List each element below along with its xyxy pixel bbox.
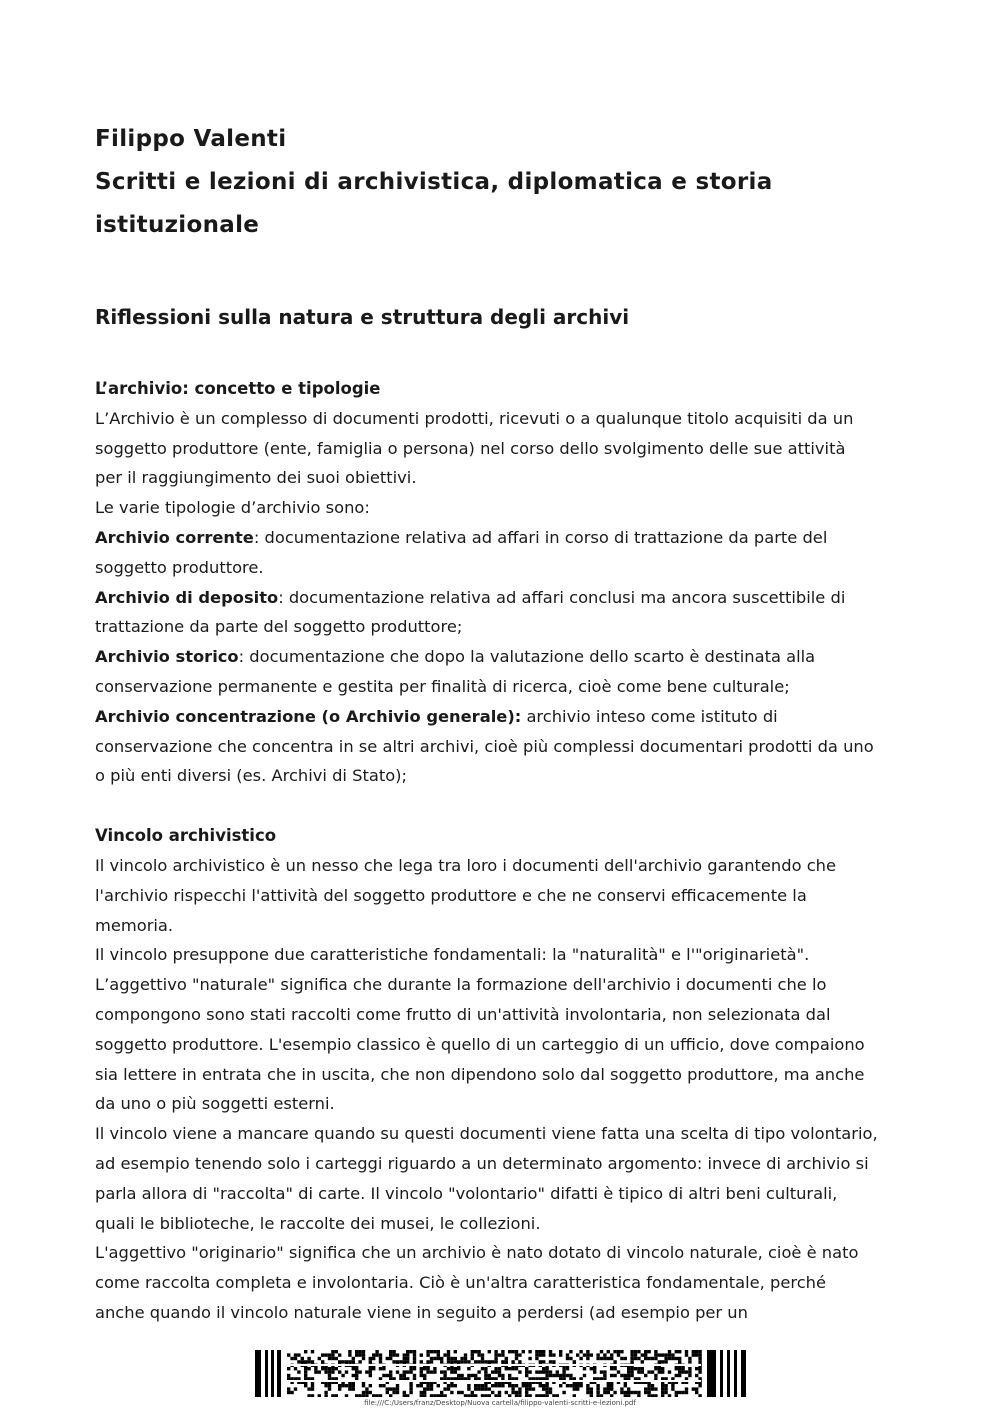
body-line: conservazione permanente e gestita per finalità di ricerca, cioè come bene culturale; (95, 676, 790, 696)
book-title-line-1: Scritti e lezioni di archivistica, diplomatica e storia (95, 169, 773, 195)
type-entry (95, 583, 915, 613)
body-line: l'archivio rispecchi l'attività del soggetto produttore e che ne conservi efficacemente la (95, 885, 807, 905)
type-entry (95, 642, 915, 672)
body-line: trattazione da parte del soggetto produttore; (95, 617, 463, 637)
type-description: : documentazione relativa ad affari conclusi ma ancora suscettibile di (278, 587, 846, 607)
body-line: Il vincolo viene a mancare quando su questi documenti viene fatta una scelta di tipo volontario, (95, 1124, 878, 1144)
body-line: soggetto produttore (ente, famiglia o persona) nel corso dello svolgimento delle sue attività (95, 438, 846, 458)
type-description: : documentazione che dopo la valutazione dello scarto è destinata alla (238, 647, 816, 667)
type-entry (95, 702, 915, 732)
chapter-archivio (95, 374, 915, 791)
type-term: Archivio storico (95, 647, 239, 667)
body-line: Il vincolo archivistico è un nesso che lega tra loro i documenti dell'archivio garantendo che (95, 855, 837, 875)
chapter-heading: Vincolo archivistico (95, 826, 277, 846)
chapter-vincolo (95, 821, 915, 1328)
section-title: Riflessioni sulla natura e struttura degli archivi (95, 305, 630, 329)
file-path-footer: file:///C:/Users/franz/Desktop/Nuova cartella/filippo-valenti-scritti-e-lezioni.pdf (364, 1399, 636, 1407)
body-line: parla allora di "raccolta" di carte. Il vincolo "volontario" difatti è tipico di altri beni culturali, (95, 1183, 838, 1203)
barcode-graphic (255, 1350, 747, 1397)
body-line: quali le biblioteche, le raccolte dei musei, le collezioni. (95, 1213, 541, 1233)
body-line: soggetto produttore. L'esempio classico è quello di un carteggio di un ufficio, dove compaiono (95, 1034, 865, 1054)
body-line: Il vincolo presuppone due caratteristiche fondamentali: la "naturalità" e l'"originarietà". (95, 945, 810, 965)
type-term: Archivio concentrazione (o Archivio generale): (95, 706, 522, 726)
type-entry (95, 523, 915, 553)
body-line: da uno o più soggetti esterni. (95, 1094, 335, 1114)
paragraph-gap (95, 791, 915, 821)
body-line: come raccolta completa e involontaria. Ciò è un'altra caratteristica fondamentale, perché (95, 1273, 826, 1293)
chapter-heading: L’archivio: concetto e tipologie (95, 379, 381, 398)
document-page (95, 118, 915, 1328)
body-line: L'aggettivo "originario" significa che un archivio è nato dotato di vincolo naturale, cioè è nato (95, 1243, 859, 1263)
body-line: L’Archivio è un complesso di documenti prodotti, ricevuti o a qualunque titolo acquisiti da un (95, 408, 854, 428)
body-line: conservazione che concentra in se altri archivi, cioè più complessi documentari prodotti da uno (95, 736, 874, 756)
body-line: anche quando il vincolo naturale viene in seguito a perdersi (ad esempio per un (95, 1302, 748, 1322)
body-line: ad esempio tenendo solo i carteggi riguardo a un determinato argomento: invece di archivio si (95, 1153, 869, 1173)
body-line: Le varie tipologie d’archivio sono: (95, 498, 370, 518)
body-line: soggetto produttore. (95, 557, 264, 577)
body-line: sia lettere in entrata che in uscita, che non dipendono solo dal soggetto produttore, ma anche (95, 1064, 865, 1084)
type-description: : documentazione relativa ad affari in corso di trattazione da parte del (253, 527, 828, 547)
body-line: memoria. (95, 915, 174, 935)
type-term: Archivio corrente (95, 527, 254, 547)
body-line: compongono sono stati raccolti come frutto di un'attività involontaria, non selezionata dal (95, 1004, 831, 1024)
body-line: per il raggiungimento dei suoi obiettivi. (95, 468, 417, 488)
body-line: L’aggettivo "naturale" significa che durante la formazione dell'archivio i documenti che lo (95, 975, 827, 995)
type-description: archivio inteso come istituto di (521, 706, 778, 726)
body-line: o più enti diversi (es. Archivi di Stato); (95, 766, 408, 786)
type-term: Archivio di deposito (95, 587, 279, 607)
author-name: Filippo Valenti (95, 126, 287, 152)
book-title-line-2: istituzionale (95, 212, 260, 238)
barcode-image (255, 1350, 747, 1397)
